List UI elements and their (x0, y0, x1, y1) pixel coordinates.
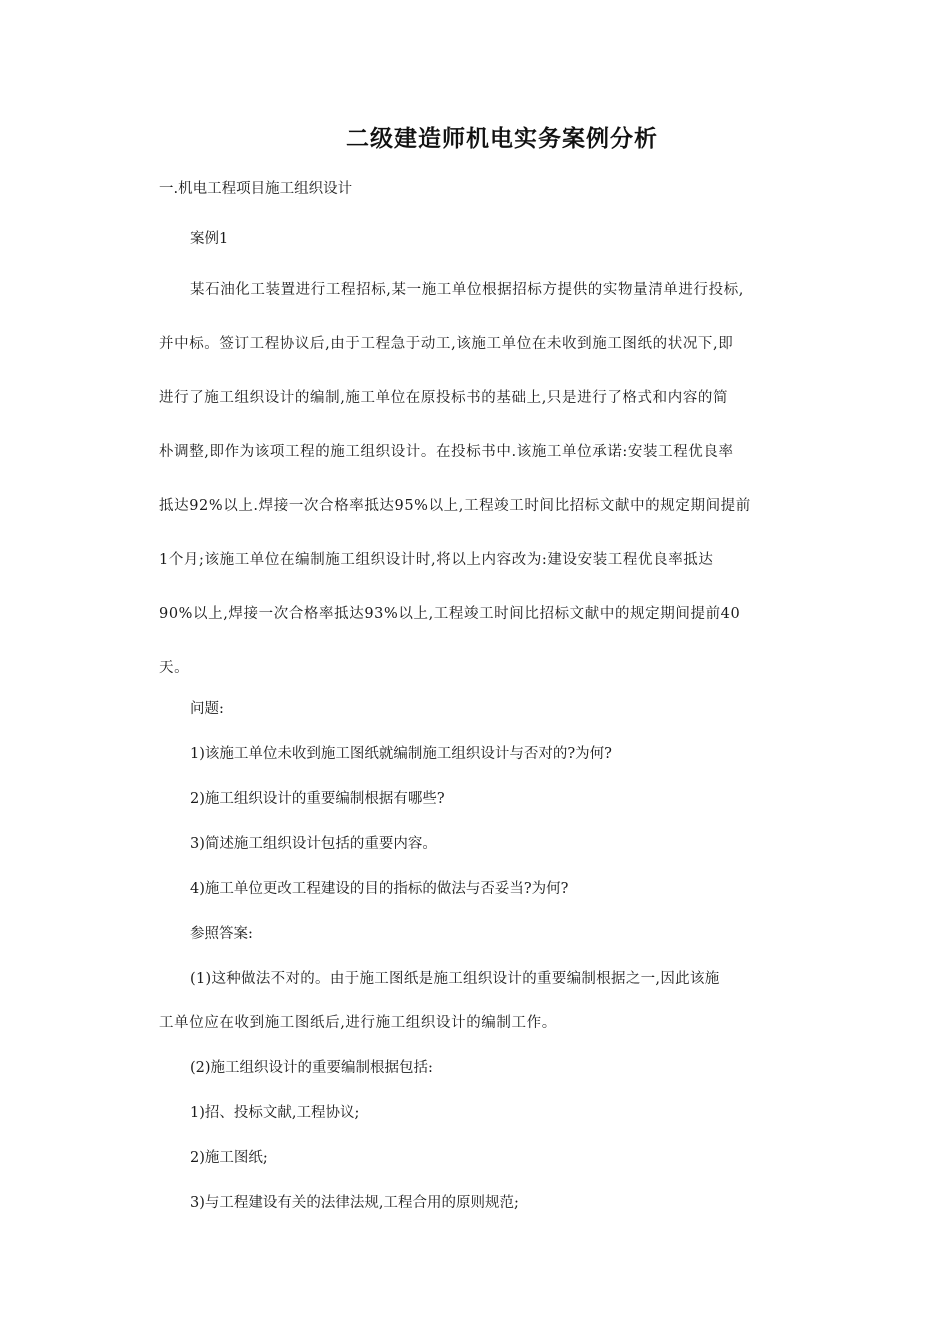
case-label: 案例1 (190, 231, 229, 247)
answer-line: (1)这种做法不对的。由于施工图纸是施工组织设计的重要编制根据之一,因此该施 (190, 971, 720, 987)
question-item: 3)简述施工组织设计包括的重要内容。 (190, 836, 437, 852)
answer-2-item: 3)与工程建设有关的法律法规,工程合用的原则规范; (190, 1195, 519, 1211)
questions-label: 问题: (190, 701, 224, 717)
paragraph-line: 1个月;该施工单位在编制施工组织设计时,将以上内容改为:建设安装工程优良率抵达 (159, 552, 714, 568)
paragraph-line: 某石油化工装置进行工程招标,某一施工单位根据招标方提供的实物量清单进行投标, (190, 282, 745, 298)
question-item: 4)施工单位更改工程建设的目的指标的做法与否妥当?为何? (190, 881, 569, 897)
answer-2-item: 2)施工图纸; (190, 1150, 268, 1166)
paragraph-line: 天。 (159, 660, 190, 676)
answer-line: 工单位应在收到施工图纸后,进行施工组织设计的编制工作。 (159, 1015, 557, 1031)
paragraph-line: 进行了施工组织设计的编制,施工单位在原投标书的基础上,只是进行了格式和内容的简 (159, 390, 729, 406)
answer-label: 参照答案: (190, 926, 253, 942)
section-heading: 一.机电工程项目施工组织设计 (159, 181, 353, 197)
paragraph-line: 朴调整,即作为该项工程的施工组织设计。在投标书中.该施工单位承诺:安装工程优良率 (159, 444, 734, 460)
document-title: 二级建造师机电实务案例分析 (346, 125, 658, 152)
question-item: 2)施工组织设计的重要编制根据有哪些? (190, 791, 445, 807)
paragraph-line: 90%以上,焊接一次合格率抵达93%以上,工程竣工时间比招标文献中的规定期间提前40 (159, 606, 741, 622)
question-item: 1)该施工单位未收到施工图纸就编制施工组织设计与否对的?为何? (190, 746, 612, 762)
answer-2-intro: (2)施工组织设计的重要编制根据包括: (190, 1060, 433, 1076)
paragraph-line: 抵达92%以上.焊接一次合格率抵达95%以上,工程竣工时间比招标文献中的规定期间提前 (159, 498, 751, 514)
paragraph-line: 并中标。签订工程协议后,由于工程急于动工,该施工单位在未收到施工图纸的状况下,即 (159, 336, 734, 352)
answer-2-item: 1)招、投标文献,工程协议; (190, 1105, 360, 1121)
